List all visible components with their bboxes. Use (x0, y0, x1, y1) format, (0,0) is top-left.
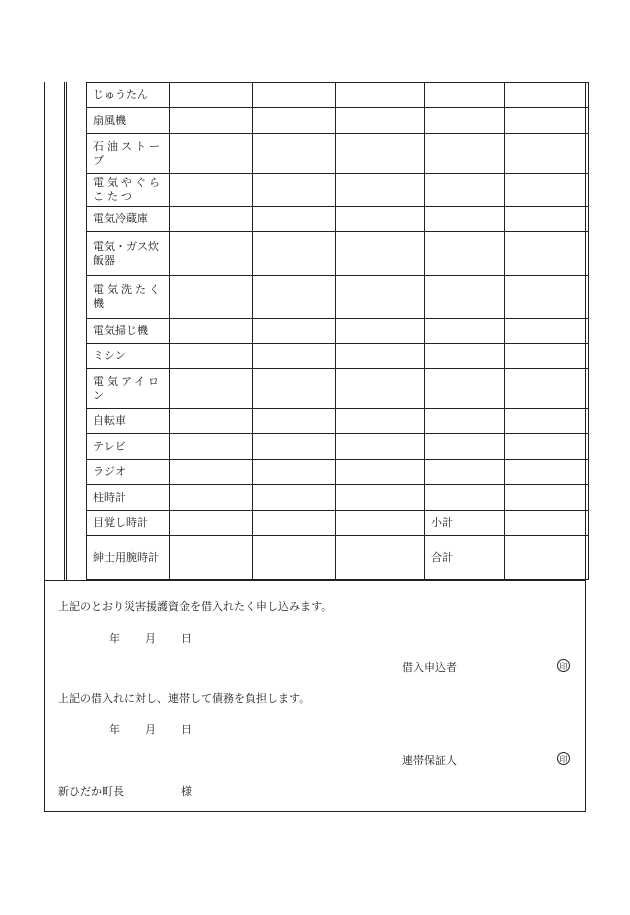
entry-cell[interactable] (336, 344, 425, 369)
left-border-inner (66, 82, 67, 580)
guarantee-year: 年 (109, 723, 120, 736)
entry-cell[interactable] (253, 134, 336, 174)
entry-cell[interactable] (336, 319, 425, 344)
item-name: 電気・ガス炊飯器 (87, 232, 170, 276)
entry-cell[interactable] (505, 460, 589, 485)
application-month: 月 (145, 632, 156, 645)
entry-cell[interactable] (170, 174, 253, 207)
item-row (87, 174, 589, 207)
total-label-cell[interactable] (425, 434, 505, 460)
entry-cell[interactable] (505, 369, 589, 409)
entry-cell[interactable] (170, 319, 253, 344)
entry-cell[interactable] (170, 369, 253, 409)
item-row (87, 409, 589, 434)
total-label-cell[interactable]: 合計 (425, 536, 505, 580)
entry-cell[interactable] (170, 207, 253, 232)
entry-cell[interactable] (253, 511, 336, 536)
total-label-cell[interactable] (425, 485, 505, 511)
entry-cell[interactable] (336, 536, 425, 580)
guarantee-day: 日 (181, 723, 192, 736)
item-row (87, 511, 589, 536)
entry-cell[interactable] (253, 485, 336, 511)
entry-cell[interactable] (253, 232, 336, 276)
total-label-cell[interactable] (425, 319, 505, 344)
item-name: 電気やぐらこたつ (87, 174, 170, 207)
item-name: じゅうたん (87, 83, 170, 108)
total-label-cell[interactable] (425, 174, 505, 207)
entry-cell[interactable] (336, 460, 425, 485)
applicant-seal: 印 (557, 659, 570, 672)
entry-cell[interactable] (336, 485, 425, 511)
entry-cell[interactable] (170, 536, 253, 580)
entry-cell[interactable] (170, 134, 253, 174)
entry-cell[interactable] (253, 434, 336, 460)
total-label-cell[interactable] (425, 344, 505, 369)
total-label-cell[interactable] (425, 409, 505, 434)
entry-cell[interactable] (505, 409, 589, 434)
total-label-cell[interactable] (425, 276, 505, 319)
item-name: 電気洗たく機 (87, 276, 170, 319)
addressee-honorific: 様 (181, 785, 192, 798)
entry-cell[interactable] (253, 207, 336, 232)
item-name: テレビ (87, 434, 170, 460)
entry-cell[interactable] (253, 460, 336, 485)
item-row (87, 344, 589, 369)
total-label-cell[interactable] (425, 207, 505, 232)
item-name: 石油ストーブ (87, 134, 170, 174)
entry-cell[interactable] (505, 276, 589, 319)
entry-cell[interactable] (505, 344, 589, 369)
entry-cell[interactable] (336, 134, 425, 174)
total-label-cell[interactable] (425, 232, 505, 276)
entry-cell[interactable] (253, 409, 336, 434)
item-name: 電気冷蔵庫 (87, 207, 170, 232)
total-label-cell[interactable]: 小計 (425, 511, 505, 536)
entry-cell[interactable] (505, 434, 589, 460)
household-items-table (86, 82, 589, 580)
entry-cell[interactable] (170, 108, 253, 134)
section-divider (44, 580, 586, 581)
item-row (87, 276, 589, 319)
entry-cell[interactable] (170, 83, 253, 108)
entry-cell[interactable] (336, 174, 425, 207)
entry-cell[interactable] (336, 276, 425, 319)
item-name: 目覚し時計 (87, 511, 170, 536)
guarantor-seal: 印 (557, 752, 570, 765)
item-row (87, 207, 589, 232)
entry-cell[interactable] (170, 460, 253, 485)
item-row (87, 434, 589, 460)
entry-cell[interactable] (253, 536, 336, 580)
entry-cell[interactable] (253, 344, 336, 369)
entry-cell[interactable] (505, 536, 589, 580)
application-day: 日 (181, 632, 192, 645)
item-name: 自転車 (87, 409, 170, 434)
entry-cell[interactable] (336, 369, 425, 409)
entry-cell[interactable] (505, 108, 589, 134)
entry-cell[interactable] (505, 207, 589, 232)
item-row (87, 485, 589, 511)
group-border (64, 82, 65, 580)
item-name: ラジオ (87, 460, 170, 485)
total-label-cell[interactable] (425, 369, 505, 409)
entry-cell[interactable] (505, 511, 589, 536)
entry-cell[interactable] (505, 319, 589, 344)
entry-cell[interactable] (505, 485, 589, 511)
entry-cell[interactable] (253, 276, 336, 319)
item-name: 扇風機 (87, 108, 170, 134)
item-name: 電気掃じ機 (87, 319, 170, 344)
entry-cell[interactable] (253, 174, 336, 207)
item-row (87, 83, 589, 108)
item-name: ミシン (87, 344, 170, 369)
entry-cell[interactable] (253, 319, 336, 344)
item-name: 電気アイロン (87, 369, 170, 409)
entry-cell[interactable] (170, 276, 253, 319)
guarantor-label: 連帯保証人 (402, 754, 457, 767)
entry-cell[interactable] (505, 174, 589, 207)
item-name: 紳士用腕時計 (87, 536, 170, 580)
item-row (87, 319, 589, 344)
guarantee-month: 月 (145, 723, 156, 736)
entry-cell[interactable] (336, 409, 425, 434)
entry-cell[interactable] (170, 434, 253, 460)
guarantee-statement: 上記の借入れに対し、連帯して債務を負担します。 (58, 692, 311, 705)
entry-cell[interactable] (170, 485, 253, 511)
entry-cell[interactable] (505, 83, 589, 108)
mayor-addressee: 新ひだか町長 (58, 785, 124, 798)
entry-cell[interactable] (336, 511, 425, 536)
entry-cell[interactable] (336, 108, 425, 134)
total-label-cell[interactable] (425, 83, 505, 108)
item-row (87, 134, 589, 174)
entry-cell[interactable] (505, 134, 589, 174)
entry-cell[interactable] (170, 232, 253, 276)
item-name: 柱時計 (87, 485, 170, 511)
application-year: 年 (109, 632, 120, 645)
item-row (87, 536, 589, 580)
entry-cell[interactable] (170, 344, 253, 369)
item-row (87, 232, 589, 276)
item-row (87, 460, 589, 485)
entry-cell[interactable] (253, 108, 336, 134)
entry-cell[interactable] (336, 434, 425, 460)
entry-cell[interactable] (170, 511, 253, 536)
total-label-cell[interactable] (425, 108, 505, 134)
entry-cell[interactable] (253, 369, 336, 409)
entry-cell[interactable] (336, 83, 425, 108)
entry-cell[interactable] (253, 83, 336, 108)
applicant-label: 借入申込者 (402, 661, 457, 674)
item-row (87, 108, 589, 134)
total-label-cell[interactable] (425, 134, 505, 174)
application-statement: 上記のとおり災害援護資金を借入れたく申し込みます。 (58, 600, 333, 613)
entry-cell[interactable] (336, 232, 425, 276)
entry-cell[interactable] (336, 207, 425, 232)
item-row (87, 369, 589, 409)
total-label-cell[interactable] (425, 460, 505, 485)
entry-cell[interactable] (505, 232, 589, 276)
entry-cell[interactable] (170, 409, 253, 434)
